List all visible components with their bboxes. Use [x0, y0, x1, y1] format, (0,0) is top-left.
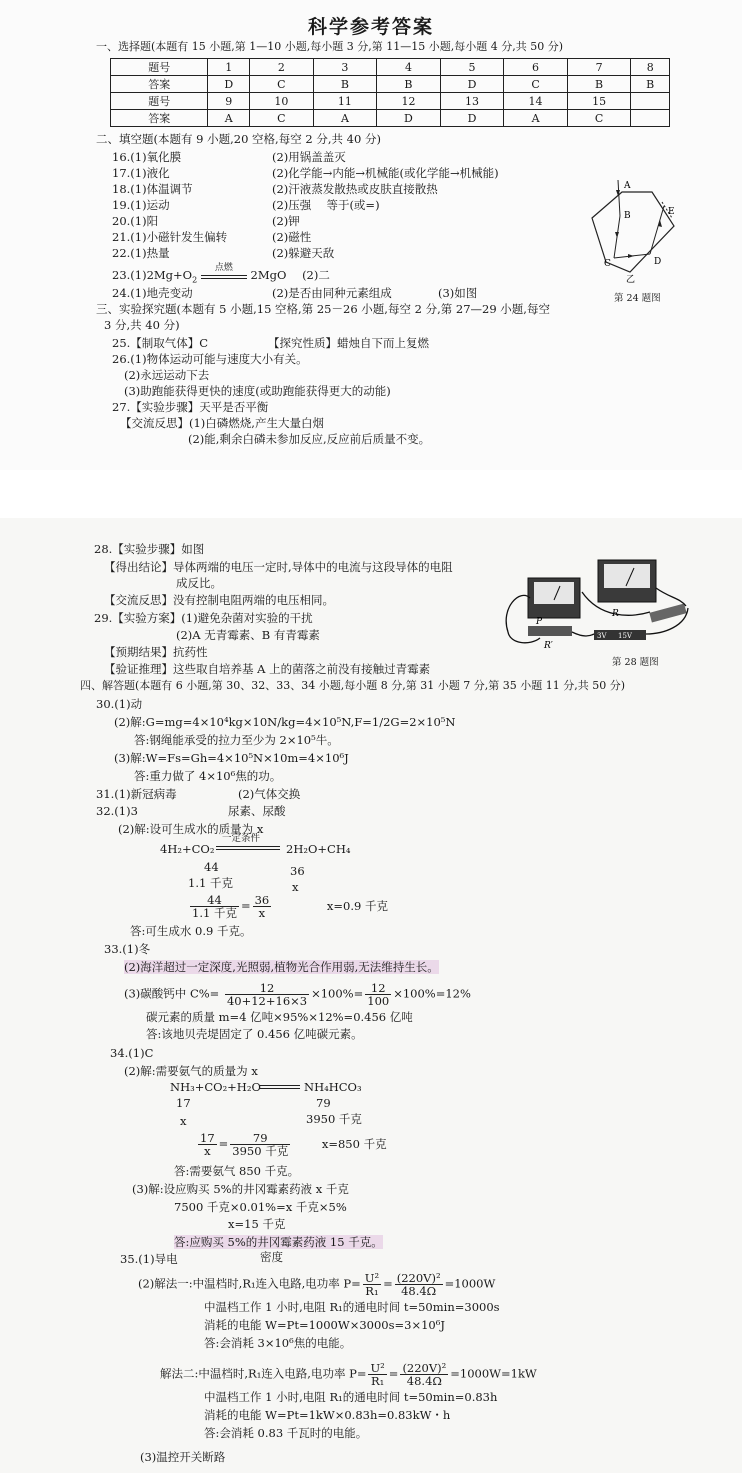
answer-line: (2)能,剩余白磷未参加反应,反应前后质量不变。: [188, 432, 431, 446]
reaction-equals: [260, 1085, 300, 1089]
answer-line: 16.(1)氧化膜: [112, 150, 182, 164]
answer-line: 碳元素的质量 m=4 亿吨×95%×12%=0.456 亿吨: [146, 1010, 413, 1024]
answer-line: 【交流反思】没有控制电阻两端的电压相同。: [104, 593, 334, 607]
answer-line: (2)解:需要氨气的质量为 x: [124, 1064, 258, 1078]
battery-label-3v: 3V: [597, 632, 607, 640]
resistor-R: [649, 604, 686, 623]
reaction-condition: 点燃: [214, 263, 233, 273]
answer-line: (3)助跑能获得更快的速度(或助跑能获得更大的动能): [124, 384, 391, 398]
answer-line: (2)气体交换: [238, 787, 301, 801]
answer-line: 1.1 千克: [188, 876, 233, 890]
label-D: D: [654, 257, 662, 267]
answer-line: 消耗的电能 W=Pt=1000W×3000s=3×10⁶J: [204, 1318, 445, 1332]
answer-line: (2)躲避天敌: [272, 246, 335, 260]
answer-line: 26.(1)物体运动可能与速度大小有关。: [112, 352, 308, 366]
answer-line: (2)是否由同种元素组成: [272, 286, 392, 300]
answer-line: 20.(1)阳: [112, 214, 159, 228]
equation-32-left: 4H₂+CO₂: [160, 842, 215, 856]
answer-line: 答:需要氨气 850 千克。: [174, 1164, 300, 1178]
equation-34-left: NH₃+CO₂+H₂O: [170, 1080, 261, 1094]
answer-line: 18.(1)体温调节: [112, 182, 193, 196]
answer-line: 【探究性质】蜡烛自下而上复燃: [268, 336, 429, 350]
table-row: 答案 A C A D D A C: [111, 110, 670, 127]
answer-line: 中温档工作 1 小时,电阻 R₁的通电时间 t=50min=0.83h: [204, 1390, 498, 1404]
answer-line: 17.(1)液化: [112, 166, 170, 180]
table-row: 答案 D C B B D C B B: [111, 76, 670, 93]
figure-24-diagram: [580, 176, 680, 288]
rheostat: [528, 626, 572, 636]
answer-line: 19.(1)运动: [112, 198, 170, 212]
label-C: C: [604, 259, 611, 269]
answer-line: (2)A 无青霉素、B 有青霉素: [176, 628, 320, 642]
answer-line: (3)温控开关断路: [140, 1450, 226, 1464]
table-row: 题号 9 10 11 12 13 14 15: [111, 93, 670, 110]
table-cell: 题号: [111, 59, 208, 76]
answer-line: 3950 千克: [306, 1112, 362, 1126]
answer-line: 36: [290, 864, 305, 878]
answer-line: 尿素、尿酸: [228, 804, 286, 818]
answer-line: 答:重力做了 4×10⁶焦的功。: [134, 769, 282, 783]
answer-line: 【预期结果】抗药性: [104, 645, 208, 659]
answer-table: [110, 58, 670, 127]
answer-line: x=15 千克: [228, 1217, 286, 1231]
answer-line: 35.(1)导电: [120, 1252, 178, 1266]
figure-28-circuit: [500, 548, 700, 652]
label-E: E: [668, 207, 675, 217]
answer-line: (2)永远运动下去: [124, 368, 210, 382]
label-P: P: [536, 617, 543, 627]
answer-line: 【得出结论】导体两端的电压一定时,导体中的电流与这段导体的电阻: [104, 560, 453, 574]
equation-32-right: 2H₂O+CH₄: [286, 842, 351, 856]
answer-line: (2)汗液蒸发散热或皮肤直接散热: [272, 182, 438, 196]
label-R: R: [612, 609, 619, 619]
ratio-32: $\frac{44}{\text{1.1 千克}}$ = $\frac{36}{x}$ x=0.9 千克: [192, 893, 388, 920]
answer-line: (2)解:设可生成水的质量为 x: [118, 822, 264, 836]
answer-line: 30.(1)动: [96, 697, 143, 711]
reaction-condition: 一定条件: [222, 833, 261, 844]
answer-line: 22.(1)热量: [112, 246, 170, 260]
battery-label-15v: 15V: [618, 632, 632, 640]
figure-28-caption: 第 28 题图: [612, 657, 659, 668]
answer-line: 中温档工作 1 小时,电阻 R₁的通电时间 t=50min=3000s: [204, 1300, 500, 1314]
formula-35-b: 解法二:中温档时,R₁连入电路,电功率 P= $\frac{\text{U²}}{\text{R₁}}$ = $\frac{\text{(220V)²}}{48.4\Omega}$ =1000W=1kW: [160, 1361, 537, 1388]
answer-line: 【交流反思】(1)白磷燃烧,产生大量白烟: [120, 416, 324, 430]
answer-line: (2)压强 等于(或=): [272, 198, 380, 212]
answer-line: 答:可生成水 0.9 千克。: [130, 924, 252, 938]
answer-line: 答:该地贝壳堤固定了 0.456 亿吨碳元素。: [146, 1027, 363, 1041]
answer-line: 答:应购买 5%的井冈霉素药液 15 千克。: [174, 1235, 383, 1249]
answer-line: (2)钾: [272, 214, 300, 228]
answer-line: (3)如图: [438, 286, 478, 300]
answer-line: (2)磁性: [272, 230, 312, 244]
equation-23: $23.(1)2Mg+O_2$ 点燃 2MgO (2)二: [112, 263, 330, 285]
figure-24-caption: 第 24 题图: [614, 293, 661, 304]
answer-line: 32.(1)3: [96, 804, 138, 818]
label-yi: 乙: [626, 275, 636, 285]
answer-line: 消耗的电能 W=Pt=1kW×0.83h=0.83kW・h: [204, 1408, 451, 1422]
answer-line: 成反比。: [176, 576, 222, 590]
reaction-arrow: [216, 846, 280, 850]
answer-line: (2)解:G=mg=4×10⁴kg×10N/kg=4×10⁵N,F=1/2G=2×10⁵N: [114, 715, 456, 729]
sec4-heading: 四、解答题(本题有 6 小题,第 30、32、33、34 小题,每小题 8 分,第 31 小题 7 分,第 35 小题 11 分,共 50 分): [80, 679, 625, 692]
answer-line: 答:会消耗 3×10⁶焦的电能。: [204, 1336, 352, 1350]
answer-line: 24.(1)地壳变动: [112, 286, 193, 300]
answer-line: 17: [176, 1096, 191, 1110]
sec3-heading: 三、实验探究题(本题有 5 小题,15 空格,第 25－26 小题,每空 2 分,第 27—29 小题,每空: [96, 302, 550, 316]
sec2-heading: 二、填空题(本题有 9 小题,20 空格,每空 2 分,共 40 分): [96, 132, 381, 146]
sec1-heading: 一、选择题(本题有 15 小题,第 1—10 小题,每小题 3 分,第 11—15 小题,每小题 4 分,共 50 分): [96, 40, 564, 53]
sec3-heading-cont: 3 分,共 40 分): [104, 318, 180, 332]
answer-line: 34.(1)C: [110, 1046, 154, 1060]
answer-line: 27.【实验步骤】天平是否平衡: [112, 400, 269, 414]
answer-line: 密度: [260, 1250, 283, 1264]
answer-line: (2)海洋超过一定深度,光照弱,植物光合作用弱,无法维持生长。: [124, 960, 439, 974]
answer-line: 25.【制取气体】C: [112, 336, 209, 350]
answer-line: (3)解:W=Fs=Gh=4×10⁵N×10m=4×10⁶J: [114, 751, 349, 765]
answer-line: 答:会消耗 0.83 千瓦时的电能。: [204, 1426, 368, 1440]
answer-line: 28.【实验步骤】如图: [94, 542, 205, 556]
answer-line: (2)化学能→内能→机械能(或化学能→机械能): [272, 166, 499, 180]
page-title: 科学参考答案: [307, 16, 434, 38]
answer-line: 33.(1)冬: [104, 942, 151, 956]
label-R-prime: R′: [544, 641, 553, 651]
label-A: A: [624, 181, 631, 191]
answer-line: 答:钢绳能承受的拉力至少为 2×10⁵牛。: [134, 733, 339, 747]
answer-line: 44: [204, 860, 219, 874]
answer-line: (2)用锅盖盖灭: [272, 150, 346, 164]
formula-33: (3)碳酸钙中 C%= $\frac{12}{40+12+16\times 3}$ ×100%= $\frac{12}{100}$ ×100%=12%: [124, 981, 471, 1008]
formula-35-a: (2)解法一:中温档时,R₁连入电路,电功率 P= $\frac{\text{U²}}{\text{R₁}}$ = $\frac{\text{(220V)²}}{48.4\Omega}$ =1000W: [138, 1271, 496, 1298]
ratio-34: $\frac{17}{x}$ = $\frac{79}{\text{3950 千克}}$ x=850 千克: [200, 1131, 387, 1158]
answer-line: 7500 千克×0.01%=x 千克×5%: [174, 1200, 347, 1214]
answer-line: 79: [316, 1096, 331, 1110]
answer-line: 31.(1)新冠病毒: [96, 787, 177, 801]
answer-line: 【验证推理】这些取自培养基 A 上的菌落之前没有接触过青霉素: [104, 662, 431, 676]
table-row: 题号 1 2 3 4 5 6 7 8: [111, 59, 670, 76]
answer-line: x: [292, 880, 299, 894]
equation-34-right: NH₄HCO₃: [304, 1080, 362, 1094]
answer-line: 29.【实验方案】(1)避免杂菌对实验的干扰: [94, 611, 313, 625]
answer-line: 21.(1)小磁针发生偏转: [112, 230, 228, 244]
label-B: B: [624, 211, 631, 221]
answer-line: x: [180, 1114, 187, 1128]
answer-line: (3)解:设应购买 5%的井冈霉素药液 x 千克: [132, 1182, 349, 1196]
